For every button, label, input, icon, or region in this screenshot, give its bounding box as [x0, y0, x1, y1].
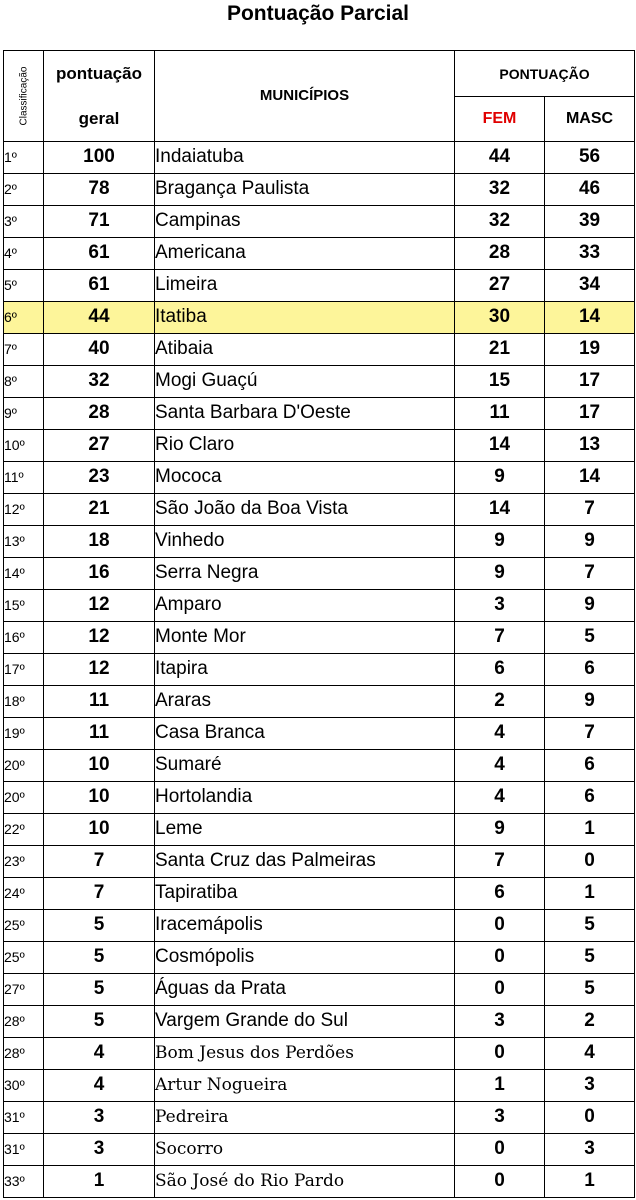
rank-cell: 7º [4, 333, 44, 365]
masc-cell: 9 [545, 685, 635, 717]
pontuacao-geral-cell: 3 [44, 1133, 155, 1165]
masc-cell: 46 [545, 173, 635, 205]
pontuacao-geral-cell: 12 [44, 589, 155, 621]
municipio-cell: Rio Claro [155, 429, 455, 461]
municipio-cell: Águas da Prata [155, 973, 455, 1005]
table-row [4, 909, 635, 941]
table-row [4, 1165, 635, 1197]
table-row [4, 845, 635, 877]
rank-cell: 11º [4, 461, 44, 493]
ranking-table [3, 50, 635, 1198]
masc-cell: 6 [545, 653, 635, 685]
pontuacao-geral-cell: 40 [44, 333, 155, 365]
table-row [4, 621, 635, 653]
table-row [4, 877, 635, 909]
municipio-cell: Monte Mor [155, 621, 455, 653]
fem-cell: 0 [455, 909, 545, 941]
municipio-cell: Bragança Paulista [155, 173, 455, 205]
rank-cell: 3º [4, 205, 44, 237]
rank-cell: 6º [4, 301, 44, 333]
municipio-cell: São José do Rio Pardo [155, 1165, 455, 1197]
pontuacao-geral-cell: 21 [44, 493, 155, 525]
rank-cell: 19º [4, 717, 44, 749]
municipio-cell: Indaiatuba [155, 141, 455, 173]
masc-cell: 3 [545, 1133, 635, 1165]
rank-cell: 5º [4, 269, 44, 301]
fem-cell: 3 [455, 589, 545, 621]
fem-cell: 0 [455, 973, 545, 1005]
rank-cell: 4º [4, 237, 44, 269]
municipio-cell: Atibaia [155, 333, 455, 365]
header-classificacao [4, 51, 44, 142]
masc-cell: 3 [545, 1069, 635, 1101]
municipio-cell: Leme [155, 813, 455, 845]
rank-cell: 13º [4, 525, 44, 557]
pontuacao-geral-cell: 1 [44, 1165, 155, 1197]
fem-cell: 28 [455, 237, 545, 269]
rank-cell: 2º [4, 173, 44, 205]
rank-cell: 24º [4, 877, 44, 909]
fem-cell: 30 [455, 301, 545, 333]
pontuacao-geral-cell: 12 [44, 653, 155, 685]
masc-cell: 9 [545, 589, 635, 621]
header-masc: MASC [545, 97, 635, 142]
pontuacao-geral-cell: 5 [44, 941, 155, 973]
pontuacao-geral-cell: 3 [44, 1101, 155, 1133]
municipio-cell: Amparo [155, 589, 455, 621]
rank-cell: 30º [4, 1069, 44, 1101]
masc-cell: 5 [545, 909, 635, 941]
masc-cell: 5 [545, 621, 635, 653]
municipio-cell: Serra Negra [155, 557, 455, 589]
fem-cell: 9 [455, 557, 545, 589]
table-row [4, 237, 635, 269]
table-row [4, 973, 635, 1005]
table-row [4, 749, 635, 781]
pontuacao-geral-cell: 32 [44, 365, 155, 397]
rank-cell: 16º [4, 621, 44, 653]
pontuacao-geral-cell: 44 [44, 301, 155, 333]
table-row [4, 205, 635, 237]
table-row [4, 333, 635, 365]
rank-cell: 22º [4, 813, 44, 845]
pontuacao-geral-cell: 100 [44, 141, 155, 173]
masc-cell: 7 [545, 717, 635, 749]
masc-cell: 14 [545, 301, 635, 333]
fem-cell: 9 [455, 813, 545, 845]
table-row [4, 429, 635, 461]
municipio-cell: Mogi Guaçú [155, 365, 455, 397]
pontuacao-geral-cell: 78 [44, 173, 155, 205]
fem-cell: 0 [455, 1165, 545, 1197]
municipio-cell: Campinas [155, 205, 455, 237]
municipio-cell: Hortolandia [155, 781, 455, 813]
header-pontuacao-geral-line2: geral [44, 97, 155, 142]
masc-cell: 17 [545, 397, 635, 429]
rank-cell: 25º [4, 941, 44, 973]
table-row [4, 397, 635, 429]
rank-cell: 9º [4, 397, 44, 429]
municipio-cell: Bom Jesus dos Perdões [155, 1037, 455, 1069]
table-row [4, 685, 635, 717]
header-municipios: MUNICÍPIOS [155, 51, 455, 142]
table-row [4, 301, 635, 333]
masc-cell: 7 [545, 493, 635, 525]
table-row [4, 1005, 635, 1037]
rank-cell: 15º [4, 589, 44, 621]
masc-cell: 2 [545, 1005, 635, 1037]
fem-cell: 32 [455, 173, 545, 205]
fem-cell: 27 [455, 269, 545, 301]
fem-cell: 1 [455, 1069, 545, 1101]
masc-cell: 6 [545, 781, 635, 813]
masc-cell: 4 [545, 1037, 635, 1069]
rank-cell: 10º [4, 429, 44, 461]
pontuacao-geral-cell: 10 [44, 749, 155, 781]
table-row [4, 1133, 635, 1165]
table-body [4, 141, 635, 1197]
pontuacao-geral-cell: 10 [44, 813, 155, 845]
pontuacao-geral-cell: 7 [44, 877, 155, 909]
municipio-cell: Pedreira [155, 1101, 455, 1133]
fem-cell: 32 [455, 205, 545, 237]
fem-cell: 21 [455, 333, 545, 365]
masc-cell: 7 [545, 557, 635, 589]
table-row [4, 653, 635, 685]
municipio-cell: Araras [155, 685, 455, 717]
municipio-cell: Sumaré [155, 749, 455, 781]
pontuacao-geral-cell: 5 [44, 909, 155, 941]
masc-cell: 19 [545, 333, 635, 365]
municipio-cell: Americana [155, 237, 455, 269]
municipio-cell: Cosmópolis [155, 941, 455, 973]
table-row [4, 589, 635, 621]
municipio-cell: Iracemápolis [155, 909, 455, 941]
pontuacao-geral-cell: 61 [44, 237, 155, 269]
fem-cell: 9 [455, 525, 545, 557]
municipio-cell: Santa Barbara D'Oeste [155, 397, 455, 429]
fem-cell: 0 [455, 1133, 545, 1165]
rank-cell: 23º [4, 845, 44, 877]
pontuacao-geral-cell: 11 [44, 685, 155, 717]
rank-cell: 31º [4, 1133, 44, 1165]
rank-cell: 33º [4, 1165, 44, 1197]
pontuacao-geral-cell: 5 [44, 973, 155, 1005]
municipio-cell: Casa Branca [155, 717, 455, 749]
municipio-cell: Tapiratiba [155, 877, 455, 909]
fem-cell: 14 [455, 429, 545, 461]
table-row [4, 813, 635, 845]
pontuacao-geral-cell: 28 [44, 397, 155, 429]
masc-cell: 0 [545, 845, 635, 877]
table-header [4, 51, 635, 142]
pontuacao-geral-cell: 61 [44, 269, 155, 301]
pontuacao-geral-cell: 10 [44, 781, 155, 813]
pontuacao-geral-cell: 7 [44, 845, 155, 877]
table-row [4, 525, 635, 557]
table-row [4, 269, 635, 301]
municipio-cell: Artur Nogueira [155, 1069, 455, 1101]
page-title: Pontuação Parcial [226, 2, 410, 25]
masc-cell: 39 [545, 205, 635, 237]
fem-cell: 2 [455, 685, 545, 717]
rank-cell: 17º [4, 653, 44, 685]
municipio-cell: Vargem Grande do Sul [155, 1005, 455, 1037]
municipio-cell: Socorro [155, 1133, 455, 1165]
fem-cell: 15 [455, 365, 545, 397]
rank-cell: 18º [4, 685, 44, 717]
fem-cell: 14 [455, 493, 545, 525]
table-row [4, 1037, 635, 1069]
masc-cell: 56 [545, 141, 635, 173]
municipio-cell: Mococa [155, 461, 455, 493]
fem-cell: 6 [455, 653, 545, 685]
table-row [4, 493, 635, 525]
fem-cell: 7 [455, 845, 545, 877]
municipio-cell: Itatiba [155, 301, 455, 333]
table-row [4, 941, 635, 973]
masc-cell: 5 [545, 973, 635, 1005]
masc-cell: 17 [545, 365, 635, 397]
fem-cell: 4 [455, 749, 545, 781]
rank-cell: 28º [4, 1005, 44, 1037]
fem-cell: 11 [455, 397, 545, 429]
pontuacao-geral-cell: 4 [44, 1037, 155, 1069]
fem-cell: 6 [455, 877, 545, 909]
masc-cell: 34 [545, 269, 635, 301]
table-row [4, 461, 635, 493]
fem-cell: 9 [455, 461, 545, 493]
rank-cell: 27º [4, 973, 44, 1005]
masc-cell: 9 [545, 525, 635, 557]
pontuacao-geral-cell: 18 [44, 525, 155, 557]
fem-cell: 7 [455, 621, 545, 653]
pontuacao-geral-cell: 16 [44, 557, 155, 589]
municipio-cell: Limeira [155, 269, 455, 301]
header-pontuacao: PONTUAÇÃO [455, 51, 635, 97]
rank-cell: 14º [4, 557, 44, 589]
rank-cell: 28º [4, 1037, 44, 1069]
header-pontuacao-geral-line1: pontuação [44, 51, 155, 97]
masc-cell: 14 [545, 461, 635, 493]
fem-cell: 3 [455, 1005, 545, 1037]
header-fem: FEM [455, 97, 545, 142]
fem-cell: 3 [455, 1101, 545, 1133]
municipio-cell: Santa Cruz das Palmeiras [155, 845, 455, 877]
rank-cell: 20º [4, 781, 44, 813]
municipio-cell: Itapira [155, 653, 455, 685]
pontuacao-geral-cell: 4 [44, 1069, 155, 1101]
table-row [4, 1069, 635, 1101]
rank-cell: 12º [4, 493, 44, 525]
pontuacao-geral-cell: 71 [44, 205, 155, 237]
pontuacao-geral-cell: 23 [44, 461, 155, 493]
table-row [4, 141, 635, 173]
table-row [4, 557, 635, 589]
table-row [4, 1101, 635, 1133]
rank-cell: 8º [4, 365, 44, 397]
masc-cell: 6 [545, 749, 635, 781]
table-row [4, 717, 635, 749]
masc-cell: 13 [545, 429, 635, 461]
masc-cell: 33 [545, 237, 635, 269]
rank-cell: 1º [4, 141, 44, 173]
masc-cell: 1 [545, 1165, 635, 1197]
pontuacao-geral-cell: 27 [44, 429, 155, 461]
pontuacao-geral-cell: 5 [44, 1005, 155, 1037]
table-row [4, 781, 635, 813]
table-row [4, 365, 635, 397]
masc-cell: 1 [545, 877, 635, 909]
rank-cell: 31º [4, 1101, 44, 1133]
header-classificacao-label: Classificação [18, 66, 29, 126]
masc-cell: 1 [545, 813, 635, 845]
pontuacao-geral-cell: 11 [44, 717, 155, 749]
pontuacao-geral-cell: 12 [44, 621, 155, 653]
fem-cell: 44 [455, 141, 545, 173]
rank-cell: 20º [4, 749, 44, 781]
municipio-cell: Vinhedo [155, 525, 455, 557]
municipio-cell: São João da Boa Vista [155, 493, 455, 525]
table-row [4, 173, 635, 205]
fem-cell: 4 [455, 781, 545, 813]
masc-cell: 0 [545, 1101, 635, 1133]
fem-cell: 0 [455, 1037, 545, 1069]
masc-cell: 5 [545, 941, 635, 973]
rank-cell: 25º [4, 909, 44, 941]
fem-cell: 0 [455, 941, 545, 973]
fem-cell: 4 [455, 717, 545, 749]
